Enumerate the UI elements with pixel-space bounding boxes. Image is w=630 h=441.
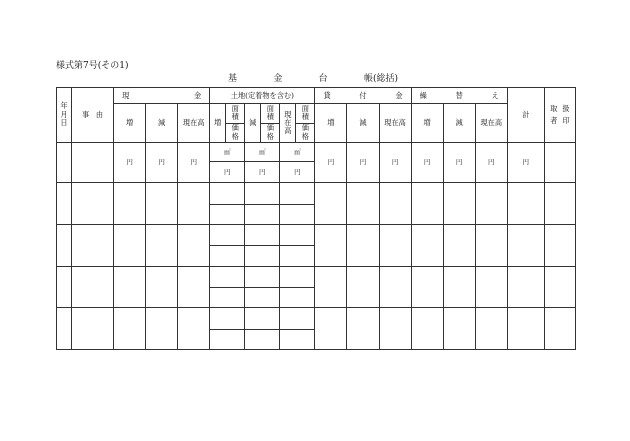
land-decrease-price-cell[interactable] [245, 246, 280, 266]
land-increase-header: 増 [210, 104, 226, 143]
matter-cell[interactable] [72, 142, 114, 183]
date-cell[interactable] [57, 225, 72, 267]
land-balance-area-header: 面 積 [296, 104, 315, 123]
land-decrease-area-cell[interactable] [245, 225, 280, 246]
title-char: 基 [228, 74, 238, 84]
loan-balance-cell[interactable] [379, 183, 411, 225]
form-number: 様式第7号(その1) [56, 61, 129, 71]
land-header: 土地(定着物を含む) [210, 88, 315, 104]
land-decrease-area-cell[interactable] [245, 308, 280, 329]
transfer-decrease-header: 減 [443, 104, 475, 143]
loan-increase-cell[interactable] [315, 308, 347, 350]
matter-cell[interactable] [72, 266, 114, 308]
land-increase-price-cell[interactable] [210, 246, 245, 266]
land-balance-area-cell[interactable] [280, 308, 315, 329]
transfer-balance-cell[interactable] [475, 225, 507, 267]
ledger-title [228, 71, 398, 83]
land-increase-area-cell[interactable] [210, 183, 245, 204]
land-balance-header: 現 在 高 [280, 104, 296, 143]
cash-increase-cell[interactable] [114, 225, 146, 267]
transfer-balance-header: 現在高 [475, 104, 507, 143]
handler-seal-cell[interactable] [544, 142, 575, 183]
land-decrease-price-cell[interactable] [245, 287, 280, 307]
cash-increase-cell[interactable] [114, 266, 146, 308]
transfer-decrease-cell[interactable] [443, 266, 475, 308]
cash-balance-cell[interactable] [178, 308, 210, 350]
loan-balance-cell[interactable] [379, 225, 411, 267]
ledger-row [57, 225, 576, 246]
land-decrease-price-header: 価 格 [261, 123, 280, 142]
land-balance-price-cell[interactable]: 円 [280, 162, 315, 183]
total-cell[interactable] [507, 266, 544, 308]
cash-balance-header: 現在高 [178, 104, 210, 143]
transfer-increase-cell[interactable] [411, 308, 443, 350]
matter-cell[interactable] [72, 308, 114, 350]
land-balance-price-cell[interactable] [280, 329, 315, 349]
cash-increase-cell[interactable] [114, 183, 146, 225]
title-char: 金 [273, 74, 283, 84]
date-cell[interactable] [57, 142, 72, 183]
land-increase-area-cell[interactable] [210, 308, 245, 329]
loan-increase-cell[interactable] [315, 183, 347, 225]
land-increase-price-cell[interactable] [210, 329, 245, 349]
title-char: 帳(総括) [363, 74, 398, 84]
handler-seal-cell[interactable] [544, 183, 575, 225]
land-balance-price-cell[interactable] [280, 287, 315, 307]
land-increase-price-cell[interactable]: 円 [210, 162, 245, 183]
loan-decrease-cell[interactable] [347, 225, 379, 267]
header-row-1 [57, 88, 576, 104]
date-header: 年 月 日 [57, 88, 72, 143]
cash-decrease-cell[interactable] [146, 183, 178, 225]
loan-increase-cell[interactable] [315, 225, 347, 267]
cash-balance-cell[interactable]: 円 [178, 142, 210, 183]
cash-decrease-cell[interactable] [146, 308, 178, 350]
land-increase-area-cell[interactable] [210, 225, 245, 246]
header-row-2 [57, 104, 576, 123]
transfer-balance-cell[interactable] [475, 308, 507, 350]
land-increase-area-cell[interactable] [210, 266, 245, 287]
cash-balance-cell[interactable] [178, 225, 210, 267]
ledger-row [57, 142, 576, 161]
land-increase-area-header: 面 積 [226, 104, 245, 123]
loan-decrease-cell[interactable] [347, 266, 379, 308]
transfer-increase-cell[interactable]: 円 [411, 142, 443, 183]
land-decrease-area-header: 面 積 [261, 104, 280, 123]
loan-balance-cell[interactable]: 円 [379, 142, 411, 183]
cash-balance-cell[interactable] [178, 266, 210, 308]
cash-decrease-header: 減 [146, 104, 178, 143]
matter-header: 事 由 [72, 88, 114, 143]
land-balance-price-cell[interactable] [280, 246, 315, 266]
cash-balance-cell[interactable] [178, 183, 210, 225]
loan-balance-cell[interactable] [379, 308, 411, 350]
ledger-row [57, 183, 576, 204]
loan-balance-header: 現在高 [379, 104, 411, 143]
matter-cell[interactable] [72, 225, 114, 267]
transfer-increase-cell[interactable] [411, 225, 443, 267]
land-balance-area-cell[interactable]: ㎡ [280, 142, 315, 161]
transfer-increase-cell[interactable] [411, 183, 443, 225]
land-balance-area-cell[interactable] [280, 225, 315, 246]
handler-seal-cell[interactable] [544, 308, 575, 350]
cash-increase-cell[interactable] [114, 308, 146, 350]
transfer-decrease-cell[interactable] [443, 225, 475, 267]
land-decrease-area-cell[interactable]: ㎡ [245, 142, 280, 161]
cash-decrease-cell[interactable]: 円 [146, 142, 178, 183]
transfer-balance-cell[interactable] [475, 266, 507, 308]
land-increase-price-cell[interactable] [210, 204, 245, 224]
land-balance-area-cell[interactable] [280, 266, 315, 287]
transfer-increase-header: 増 [411, 104, 443, 143]
transfer-decrease-cell[interactable] [443, 308, 475, 350]
loan-increase-header: 増 [315, 104, 347, 143]
transfer-decrease-cell[interactable] [443, 183, 475, 225]
total-cell[interactable] [507, 308, 544, 350]
transfer-balance-cell[interactable]: 円 [475, 142, 507, 183]
land-increase-area-cell[interactable]: ㎡ [210, 142, 245, 161]
land-decrease-price-cell[interactable] [245, 329, 280, 349]
cash-decrease-cell[interactable] [146, 225, 178, 267]
cash-increase-cell[interactable]: 円 [114, 142, 146, 183]
handler-seal-cell[interactable] [544, 266, 575, 308]
cash-increase-header: 増 [114, 104, 146, 143]
title-char: 台 [318, 74, 328, 84]
date-cell[interactable] [57, 183, 72, 225]
loan-decrease-cell[interactable] [347, 308, 379, 350]
land-decrease-area-cell[interactable] [245, 183, 280, 204]
total-cell[interactable] [507, 183, 544, 225]
ledger-row [57, 266, 576, 287]
loan-decrease-cell[interactable] [347, 183, 379, 225]
total-cell[interactable] [507, 225, 544, 267]
total-header: 計 [507, 88, 544, 143]
date-cell[interactable] [57, 266, 72, 308]
land-balance-price-cell[interactable] [280, 204, 315, 224]
loan-decrease-cell[interactable]: 円 [347, 142, 379, 183]
total-cell[interactable]: 円 [507, 142, 544, 183]
land-increase-price-header: 価 格 [226, 123, 245, 142]
fund-ledger-table [56, 87, 576, 350]
transfer-header: 繰 替 え [411, 88, 507, 104]
transfer-increase-cell[interactable] [411, 266, 443, 308]
land-balance-area-cell[interactable] [280, 183, 315, 204]
land-decrease-area-cell[interactable] [245, 266, 280, 287]
land-increase-price-cell[interactable] [210, 287, 245, 307]
handler-seal-cell[interactable] [544, 225, 575, 267]
land-decrease-price-cell[interactable]: 円 [245, 162, 280, 183]
loan-balance-cell[interactable] [379, 266, 411, 308]
transfer-balance-cell[interactable] [475, 183, 507, 225]
land-decrease-price-cell[interactable] [245, 204, 280, 224]
transfer-decrease-cell[interactable]: 円 [443, 142, 475, 183]
handler-seal-header: 取 扱 者 印 [544, 88, 575, 143]
loan-decrease-header: 減 [347, 104, 379, 143]
land-balance-price-header: 価 格 [296, 123, 315, 142]
date-cell[interactable] [57, 308, 72, 350]
loan-header: 貸 付 金 [315, 88, 411, 104]
ledger-row [57, 308, 576, 329]
loan-increase-cell[interactable] [315, 266, 347, 308]
cash-decrease-cell[interactable] [146, 266, 178, 308]
land-decrease-header: 減 [245, 104, 261, 143]
matter-cell[interactable] [72, 183, 114, 225]
cash-header: 現 金 [114, 88, 210, 104]
loan-increase-cell[interactable]: 円 [315, 142, 347, 183]
